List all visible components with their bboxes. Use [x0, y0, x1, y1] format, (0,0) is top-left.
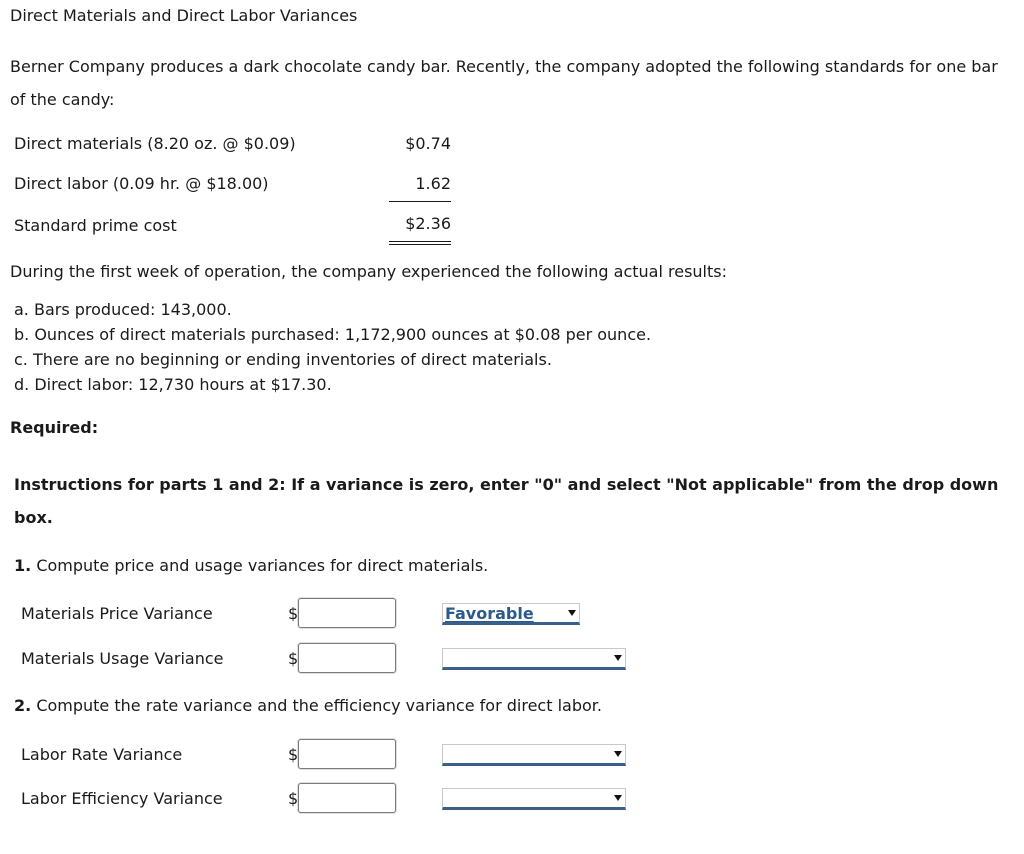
part1-heading: [14, 556, 488, 575]
materials-usage-variance-select[interactable]: [442, 648, 626, 670]
labor-rate-variance-input[interactable]: [298, 739, 396, 769]
labor-rate-variance-select[interactable]: [442, 744, 626, 766]
standard-row-label: Direct labor (0.09 hr. @ $18.00): [14, 174, 269, 193]
actual-result-item: b. Ounces of direct materials purchased: 1,172,900 ounces at $0.08 per ounce.: [14, 325, 652, 344]
dropdown-arrow-icon: [568, 610, 576, 616]
actual-results-intro: During the first week of operation, the company experienced the following actual results:: [10, 262, 727, 281]
materials-price-variance-input[interactable]: [298, 598, 396, 628]
currency-symbol: $: [288, 649, 299, 668]
standard-row-value: $0.74: [405, 134, 451, 153]
labor-rate-variance-label: Labor Rate Variance: [21, 745, 183, 764]
dropdown-arrow-icon: [614, 795, 622, 801]
standard-row-label: Direct materials (8.20 oz. @ $0.09): [14, 134, 296, 153]
standard-total-label: Standard prime cost: [14, 216, 177, 235]
page-title: Direct Materials and Direct Labor Variances: [10, 6, 358, 25]
materials-usage-variance-input[interactable]: [298, 643, 396, 673]
select-value: Favorable: [445, 604, 534, 623]
instructions: Instructions for parts 1 and 2: If a variance is zero, enter "0" and select "Not applicable" from the drop down box.: [14, 475, 999, 527]
part2-number: 2.: [14, 696, 32, 715]
subtotal-rule: [389, 201, 451, 202]
labor-efficiency-variance-select[interactable]: [442, 788, 626, 810]
actual-result-item: c. There are no beginning or ending inventories of direct materials.: [14, 350, 552, 369]
problem-intro: Berner Company produces a dark chocolate candy bar. Recently, the company adopted the following standards for one bar of the candy:: [10, 57, 998, 109]
labor-efficiency-variance-input[interactable]: [298, 783, 396, 813]
actual-result-item: d. Direct labor: 12,730 hours at $17.30.: [14, 375, 332, 394]
materials-price-variance-select[interactable]: [442, 603, 580, 625]
standard-row-value: 1.62: [415, 174, 451, 193]
standard-total-value: $2.36: [405, 214, 451, 233]
part2-heading: [14, 696, 602, 715]
materials-price-variance-label: Materials Price Variance: [21, 604, 213, 623]
total-double-rule: [389, 241, 451, 245]
currency-symbol: $: [288, 789, 299, 808]
required-heading: Required:: [10, 418, 99, 437]
part2-text: Compute the rate variance and the efficiency variance for direct labor.: [36, 696, 602, 715]
dropdown-arrow-icon: [614, 751, 622, 757]
part1-number: 1.: [14, 556, 32, 575]
materials-usage-variance-label: Materials Usage Variance: [21, 649, 224, 668]
actual-result-item: a. Bars produced: 143,000.: [14, 300, 232, 319]
part1-text: Compute price and usage variances for direct materials.: [36, 556, 489, 575]
currency-symbol: $: [288, 745, 299, 764]
labor-efficiency-variance-label: Labor Efficiency Variance: [21, 789, 223, 808]
currency-symbol: $: [288, 604, 299, 623]
dropdown-arrow-icon: [614, 655, 622, 661]
